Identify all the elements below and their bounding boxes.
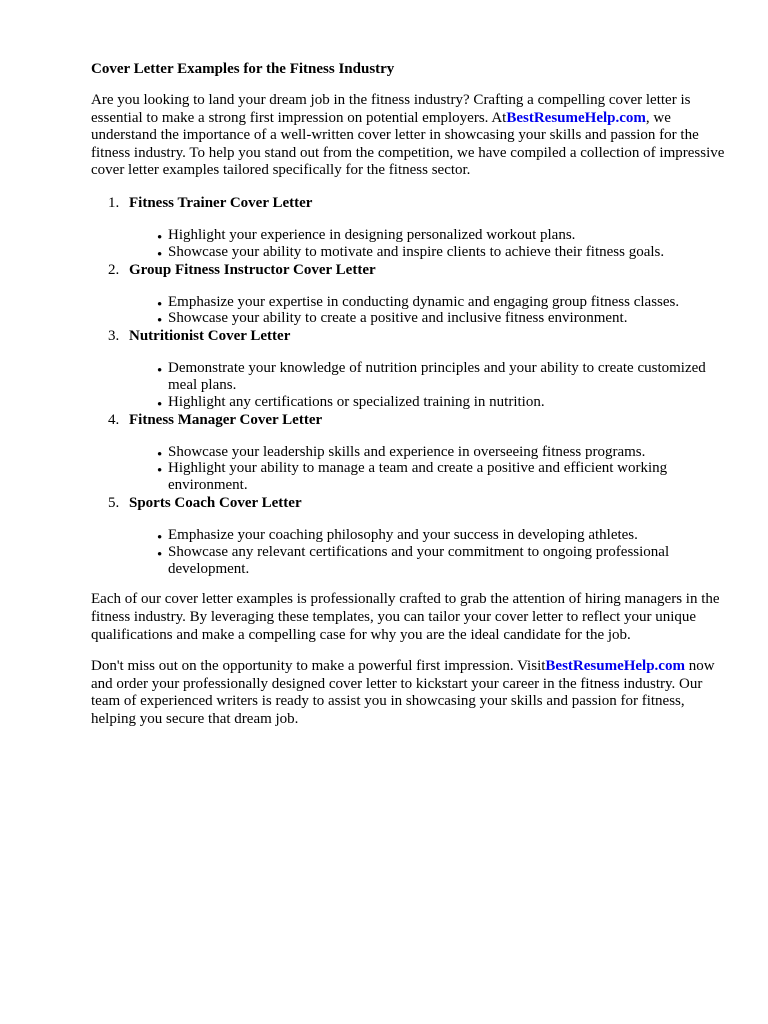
bullet-item [157,293,731,313]
bullet-item [157,393,731,413]
document-title: Cover Letter Examples for the Fitness Industry [91,61,395,77]
closing-paragraph: Each of our cover letter examples is professionally crafted to grab the attention of hiring managers in the fitness industry. By leveraging these templates, you can tailor your cover letter to reflect your unique qualifications and make a compelling case for why you are the ideal candidate for the job. [91,591,720,643]
item-number: 3. [108,328,120,345]
bullet-item [157,310,731,330]
list-item [91,327,731,413]
item-number: 4. [108,411,120,428]
bullet-list [129,527,731,577]
item-title: Fitness Trainer Cover Letter [129,194,313,211]
list-item [91,494,731,577]
bullet-item [157,460,731,494]
document-page [91,60,731,742]
bullet-icon: • [157,313,163,330]
bullet-icon: • [157,229,163,246]
bullet-text: Highlight any certifications or specialized training in nutrition. [168,393,545,410]
intro-paragraph [91,92,731,180]
bullet-icon: • [157,363,163,380]
bullet-icon: • [157,546,163,563]
bullet-list [129,227,731,261]
bullet-list [129,360,731,413]
cta-text-end: now and order your professionally designed cover letter to kickstart your career in the fitness industry. Our team of experienced writers is ready to assist you in showcasing your skills and passion for fitness, helping you secure that dream job. [91,658,715,727]
bullet-list [129,294,731,328]
item-number: 5. [108,494,120,511]
bullet-item [157,360,731,394]
bullet-icon: • [157,446,163,463]
list-item [91,194,731,261]
item-number: 1. [108,194,120,211]
cta-paragraph [91,658,731,728]
bullet-text: Demonstrate your knowledge of nutrition principles and your ability to create customized meal plans. [168,360,706,393]
bullet-text: Highlight your ability to manage a team and create a positive and efficient working environment. [168,460,668,494]
cta-text-start: Don't miss out on the opportunity to make a powerful first impression. Visit [91,658,546,675]
bullet-item [157,526,731,546]
bullet-text: Highlight your experience in designing personalized workout plans. [168,226,576,243]
bullet-item [157,443,731,463]
bullet-text: Showcase your ability to motivate and inspire clients to achieve their fitness goals. [168,243,665,260]
intro-text-end: , we understand the importance of a well-written cover letter in showcasing your skills and passion for the fitness industry. To help you stand out from the competition, we have compiled a collection of impressive cover letter examples tailored specifically for the fitness sector. [91,109,725,179]
bullet-item [157,543,731,578]
bullet-item [157,243,731,263]
bullet-icon: • [157,246,163,263]
bullet-text: Showcase your leadership skills and experience in overseeing fitness programs. [168,443,646,460]
bestresumehelp-link[interactable]: BestResumeHelp.com [506,109,646,126]
examples-list [91,194,731,577]
item-number: 2. [108,261,120,278]
item-title: Fitness Manager Cover Letter [129,411,323,428]
list-item [91,411,731,494]
item-title: Group Fitness Instructor Cover Letter [129,261,376,278]
bullet-icon: • [157,296,163,313]
bullet-text: Emphasize your coaching philosophy and your success in developing athletes. [168,526,638,543]
bullet-text: Emphasize your expertise in conducting dynamic and engaging group fitness classes. [168,293,680,310]
item-title: Sports Coach Cover Letter [129,494,302,511]
bullet-list [129,444,731,494]
item-title: Nutritionist Cover Letter [129,328,291,345]
bullet-icon: • [157,396,163,413]
bullet-item [157,226,731,246]
list-item [91,261,731,328]
bullet-text: Showcase any relevant certifications and your commitment to ongoing professional development. [168,543,670,577]
bullet-icon: • [157,529,163,546]
intro-text-start: Are you looking to land your dream job in the fitness industry? Crafting a compelling cover letter is essential to make a strong first impression on potential employers. At [91,92,691,126]
bullet-icon: • [157,463,163,480]
bullet-text: Showcase your ability to create a positive and inclusive fitness environment. [168,310,628,327]
bestresumehelp-link[interactable]: BestResumeHelp.com [545,658,685,675]
